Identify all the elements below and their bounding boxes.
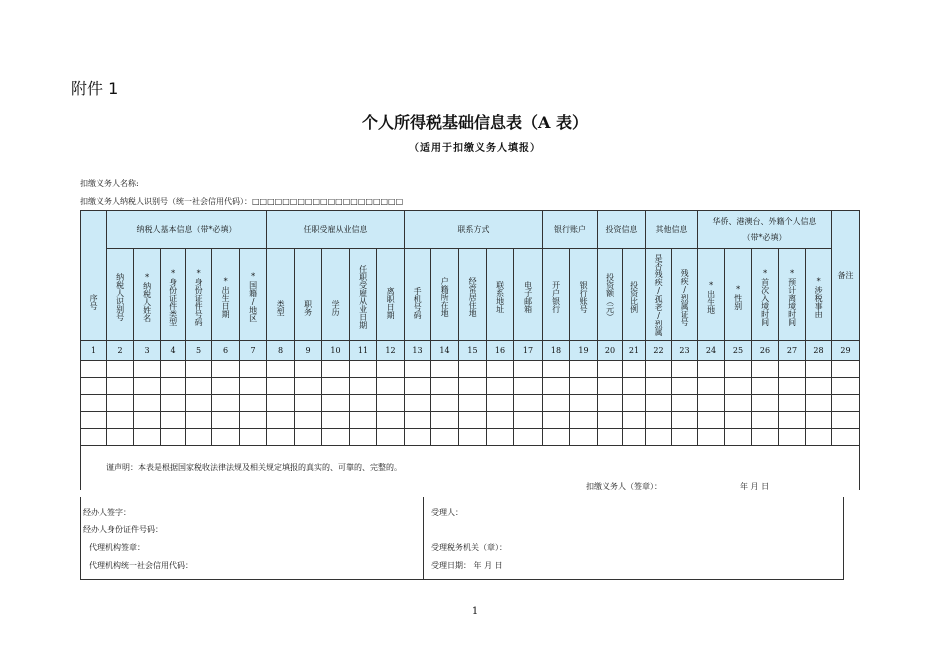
table-cell[interactable] <box>806 429 832 446</box>
table-cell[interactable] <box>267 395 295 412</box>
table-row <box>81 361 860 378</box>
table-cell[interactable] <box>779 378 806 395</box>
group-basic-info: 纳税人基本信息（带*必填） <box>107 211 267 249</box>
table-cell[interactable] <box>81 429 107 446</box>
col-number: 13 <box>405 341 431 361</box>
table-cell[interactable] <box>350 429 377 446</box>
lower-section <box>80 497 844 580</box>
table-cell[interactable] <box>623 412 646 429</box>
table-cell[interactable] <box>646 378 672 395</box>
col-number: 11 <box>350 341 377 361</box>
table-cell[interactable] <box>431 361 459 378</box>
table-cell[interactable] <box>240 378 267 395</box>
table-cell[interactable] <box>487 395 514 412</box>
table-cell[interactable] <box>806 361 832 378</box>
table-cell[interactable] <box>107 395 134 412</box>
table-cell[interactable] <box>623 395 646 412</box>
table-cell[interactable] <box>212 378 240 395</box>
col-number: 27 <box>779 341 806 361</box>
table-cell[interactable] <box>646 395 672 412</box>
table-row <box>81 412 860 429</box>
table-cell[interactable] <box>295 412 322 429</box>
group-foreign-title: 华侨、港澳台、外籍个人信息 <box>712 217 817 227</box>
table-cell[interactable] <box>322 412 350 429</box>
table-cell[interactable] <box>240 395 267 412</box>
col-number: 4 <box>161 341 186 361</box>
table-cell[interactable] <box>81 378 107 395</box>
agent-seal-field[interactable]: 代理机构签章： <box>89 543 145 552</box>
table-cell[interactable] <box>570 395 598 412</box>
table-cell[interactable] <box>161 412 186 429</box>
col-id-number: *身份证件号码 <box>186 249 212 341</box>
col-employment-date: 任职受雇从业日期 <box>350 249 377 341</box>
table-cell[interactable] <box>240 412 267 429</box>
table-cell[interactable] <box>752 361 779 378</box>
table-cell[interactable] <box>598 429 623 446</box>
table-cell[interactable] <box>405 395 431 412</box>
table-cell[interactable] <box>672 429 698 446</box>
info-table <box>80 210 860 490</box>
table-cell[interactable] <box>646 361 672 378</box>
table-cell[interactable] <box>459 361 487 378</box>
table-cell[interactable] <box>672 378 698 395</box>
col-investment-amount: 投资额（元） <box>598 249 623 341</box>
agent-code-field[interactable]: 代理机构统一社会信用代码： <box>89 561 193 570</box>
col-number: 10 <box>322 341 350 361</box>
col-number: 2 <box>107 341 134 361</box>
table-cell[interactable] <box>459 429 487 446</box>
col-taxpayer-name: *纳税人姓名 <box>134 249 161 341</box>
table-cell[interactable] <box>806 378 832 395</box>
table-cell[interactable] <box>350 361 377 378</box>
withholder-id-boxes: □□□□□□□□□□□□□□□□□□□□ <box>252 197 404 206</box>
table-cell[interactable] <box>161 361 186 378</box>
col-number: 29 <box>832 341 860 361</box>
table-cell[interactable] <box>698 361 725 378</box>
table-cell[interactable] <box>672 395 698 412</box>
table-cell[interactable] <box>725 412 752 429</box>
table-cell[interactable] <box>405 361 431 378</box>
table-cell[interactable] <box>134 429 161 446</box>
table-cell[interactable] <box>134 361 161 378</box>
withholder-id-line <box>80 196 403 207</box>
col-number: 12 <box>377 341 405 361</box>
table-cell[interactable] <box>377 361 405 378</box>
table-cell[interactable] <box>623 361 646 378</box>
col-number: 21 <box>623 341 646 361</box>
col-nationality: *国籍/地区 <box>240 249 267 341</box>
table-cell[interactable] <box>459 395 487 412</box>
table-cell[interactable] <box>598 412 623 429</box>
table-cell[interactable] <box>405 429 431 446</box>
tax-office-seal-field[interactable]: 受理税务机关（章）： <box>431 543 507 552</box>
table-cell[interactable] <box>543 378 570 395</box>
table-cell[interactable] <box>623 378 646 395</box>
table-cell[interactable] <box>725 429 752 446</box>
table-cell[interactable] <box>212 361 240 378</box>
col-residence: 经常居住地 <box>459 249 487 341</box>
table-cell[interactable] <box>725 395 752 412</box>
table-cell[interactable] <box>698 412 725 429</box>
table-cell[interactable] <box>698 378 725 395</box>
table-cell[interactable] <box>698 429 725 446</box>
col-mobile: 手机号码 <box>405 249 431 341</box>
table-cell[interactable] <box>431 378 459 395</box>
declaration-text: 谨声明：本表是根据国家税收法律法规及相关规定填报的真实的、可靠的、完整的。 <box>106 463 402 472</box>
table-cell[interactable] <box>832 412 860 429</box>
table-cell[interactable] <box>405 378 431 395</box>
table-cell[interactable] <box>698 395 725 412</box>
col-first-entry: *首次入境时间 <box>752 249 779 341</box>
table-cell[interactable] <box>543 395 570 412</box>
table-cell[interactable] <box>431 429 459 446</box>
table-cell[interactable] <box>377 412 405 429</box>
col-id-type: *身份证件类型 <box>161 249 186 341</box>
signature-date: 年 月 日 <box>740 482 770 491</box>
table-cell[interactable] <box>725 378 752 395</box>
table-cell[interactable] <box>186 378 212 395</box>
table-cell[interactable] <box>832 395 860 412</box>
form-subtitle: （适用于扣缴义务人填报） <box>409 143 541 154</box>
table-cell[interactable] <box>134 412 161 429</box>
table-cell[interactable] <box>267 429 295 446</box>
header-remark: 备注 <box>832 211 860 341</box>
col-bank-account: 银行账号 <box>570 249 598 341</box>
table-cell[interactable] <box>350 395 377 412</box>
col-number: 23 <box>672 341 698 361</box>
col-expected-departure: *预计离境时间 <box>779 249 806 341</box>
table-cell[interactable] <box>107 361 134 378</box>
table-cell[interactable] <box>570 378 598 395</box>
table-cell[interactable] <box>806 412 832 429</box>
col-number: 5 <box>186 341 212 361</box>
col-number: 24 <box>698 341 725 361</box>
table-row <box>81 378 860 395</box>
form-title: 个人所得税基础信息表（A 表） <box>362 113 588 132</box>
col-number: 6 <box>212 341 240 361</box>
table-cell[interactable] <box>81 395 107 412</box>
col-leave-date: 离职日期 <box>377 249 405 341</box>
table-cell[interactable] <box>725 361 752 378</box>
table-cell[interactable] <box>161 429 186 446</box>
table-cell[interactable] <box>161 378 186 395</box>
group-bank: 银行账户 <box>543 211 598 249</box>
table-cell[interactable] <box>543 361 570 378</box>
table-row <box>81 429 860 446</box>
col-email: 电子邮箱 <box>514 249 543 341</box>
attachment-label: 附件 1 <box>71 79 119 98</box>
table-cell[interactable] <box>514 378 543 395</box>
group-foreign-note: （带*必填） <box>742 232 787 242</box>
col-number: 1 <box>81 341 107 361</box>
table-cell[interactable] <box>598 395 623 412</box>
col-number: 25 <box>725 341 752 361</box>
table-cell[interactable] <box>377 395 405 412</box>
col-investment-ratio: 投资比例 <box>623 249 646 341</box>
col-number: 14 <box>431 341 459 361</box>
table-cell[interactable] <box>81 361 107 378</box>
col-taxpayer-id: 纳税人识别号 <box>107 249 134 341</box>
table-cell[interactable] <box>514 412 543 429</box>
table-cell[interactable] <box>134 395 161 412</box>
table-cell[interactable] <box>487 361 514 378</box>
col-number: 20 <box>598 341 623 361</box>
page-number: 1 <box>471 606 479 617</box>
col-disability-cert: 残疾/烈属证号 <box>672 249 698 341</box>
table-cell[interactable] <box>487 412 514 429</box>
col-birthplace: *出生地 <box>698 249 725 341</box>
table-cell[interactable] <box>598 361 623 378</box>
col-birth-date: *出生日期 <box>212 249 240 341</box>
receive-date-field[interactable]: 受理日期： 年 月 日 <box>431 561 503 570</box>
table-cell[interactable] <box>267 361 295 378</box>
table-cell[interactable] <box>322 361 350 378</box>
table-cell[interactable] <box>377 429 405 446</box>
col-number: 7 <box>240 341 267 361</box>
table-cell[interactable] <box>240 429 267 446</box>
col-number: 19 <box>570 341 598 361</box>
table-cell[interactable] <box>322 429 350 446</box>
table-cell[interactable] <box>752 395 779 412</box>
table-cell[interactable] <box>543 429 570 446</box>
table-cell[interactable] <box>295 429 322 446</box>
table-cell[interactable] <box>832 378 860 395</box>
table-cell[interactable] <box>377 378 405 395</box>
table-cell[interactable] <box>672 361 698 378</box>
table-cell[interactable] <box>212 395 240 412</box>
table-cell[interactable] <box>752 429 779 446</box>
table-cell[interactable] <box>431 412 459 429</box>
table-cell[interactable] <box>350 412 377 429</box>
table-cell[interactable] <box>646 429 672 446</box>
table-cell[interactable] <box>295 361 322 378</box>
table-row <box>81 395 860 412</box>
col-gender: *性别 <box>725 249 752 341</box>
table-cell[interactable] <box>322 378 350 395</box>
col-number: 8 <box>267 341 295 361</box>
blank-rows <box>81 361 860 446</box>
table-cell[interactable] <box>405 412 431 429</box>
table-cell[interactable] <box>322 395 350 412</box>
table-cell[interactable] <box>295 395 322 412</box>
withholder-id-label: 扣缴义务人纳税人识别号（统一社会信用代码）： <box>80 197 252 206</box>
col-employment-type: 类型 <box>267 249 295 341</box>
table-cell[interactable] <box>487 378 514 395</box>
table-cell[interactable] <box>212 412 240 429</box>
withholder-name-label: 扣缴义务人名称: <box>80 179 139 188</box>
table-cell[interactable] <box>161 395 186 412</box>
lower-divider <box>423 497 424 579</box>
col-number: 9 <box>295 341 322 361</box>
table-cell[interactable] <box>267 412 295 429</box>
table-cell[interactable] <box>267 378 295 395</box>
col-education: 学历 <box>322 249 350 341</box>
table-cell[interactable] <box>459 412 487 429</box>
operator-id-field[interactable]: 经办人身份证件号码： <box>83 525 163 534</box>
table-cell[interactable] <box>431 395 459 412</box>
table-cell[interactable] <box>514 395 543 412</box>
table-cell[interactable] <box>487 429 514 446</box>
col-number: 26 <box>752 341 779 361</box>
table-cell[interactable] <box>186 395 212 412</box>
table-cell[interactable] <box>295 378 322 395</box>
signature-label: 扣缴义务人（签章）： <box>586 482 662 491</box>
group-employment: 任职受雇从业信息 <box>267 211 405 249</box>
header-seq: 序号 <box>81 211 107 341</box>
table-cell[interactable] <box>186 361 212 378</box>
table-cell[interactable] <box>107 378 134 395</box>
table-cell[interactable] <box>570 429 598 446</box>
table-cell[interactable] <box>514 361 543 378</box>
table-cell[interactable] <box>107 412 134 429</box>
table-cell[interactable] <box>779 429 806 446</box>
table-cell[interactable] <box>672 412 698 429</box>
table-cell[interactable] <box>752 412 779 429</box>
col-household-reg: 户籍所在地 <box>431 249 459 341</box>
table-cell[interactable] <box>832 361 860 378</box>
table-cell[interactable] <box>212 429 240 446</box>
table-cell[interactable] <box>779 412 806 429</box>
table-cell[interactable] <box>779 395 806 412</box>
operator-signature-field[interactable]: 经办人签字： <box>83 508 131 517</box>
table-cell[interactable] <box>240 361 267 378</box>
col-number: 22 <box>646 341 672 361</box>
col-tax-reason: *涉税事由 <box>806 249 832 341</box>
col-number: 17 <box>514 341 543 361</box>
table-cell[interactable] <box>186 412 212 429</box>
table-cell[interactable] <box>186 429 212 446</box>
group-other: 其他信息 <box>646 211 698 249</box>
table-cell[interactable] <box>623 429 646 446</box>
table-cell[interactable] <box>107 429 134 446</box>
col-disability-status: 是否残疾/孤老/烈属 <box>646 249 672 341</box>
col-bank-name: 开户银行 <box>543 249 570 341</box>
group-investment: 投资信息 <box>598 211 646 249</box>
col-number: 16 <box>487 341 514 361</box>
table-cell[interactable] <box>779 361 806 378</box>
table-cell[interactable] <box>806 395 832 412</box>
col-number: 3 <box>134 341 161 361</box>
col-number: 15 <box>459 341 487 361</box>
table-cell[interactable] <box>646 412 672 429</box>
table-cell[interactable] <box>752 378 779 395</box>
table-cell[interactable] <box>514 429 543 446</box>
table-cell[interactable] <box>598 378 623 395</box>
table-cell[interactable] <box>543 412 570 429</box>
group-contact: 联系方式 <box>405 211 543 249</box>
table-cell[interactable] <box>350 378 377 395</box>
col-number: 28 <box>806 341 832 361</box>
table-cell[interactable] <box>81 412 107 429</box>
table-cell[interactable] <box>459 378 487 395</box>
table-cell[interactable] <box>570 361 598 378</box>
group-foreign <box>698 211 832 249</box>
receiver-field[interactable]: 受理人： <box>431 508 463 517</box>
table-cell[interactable] <box>134 378 161 395</box>
table-cell[interactable] <box>832 429 860 446</box>
col-address: 联系地址 <box>487 249 514 341</box>
table-cell[interactable] <box>570 412 598 429</box>
col-number: 18 <box>543 341 570 361</box>
col-position: 职务 <box>295 249 322 341</box>
